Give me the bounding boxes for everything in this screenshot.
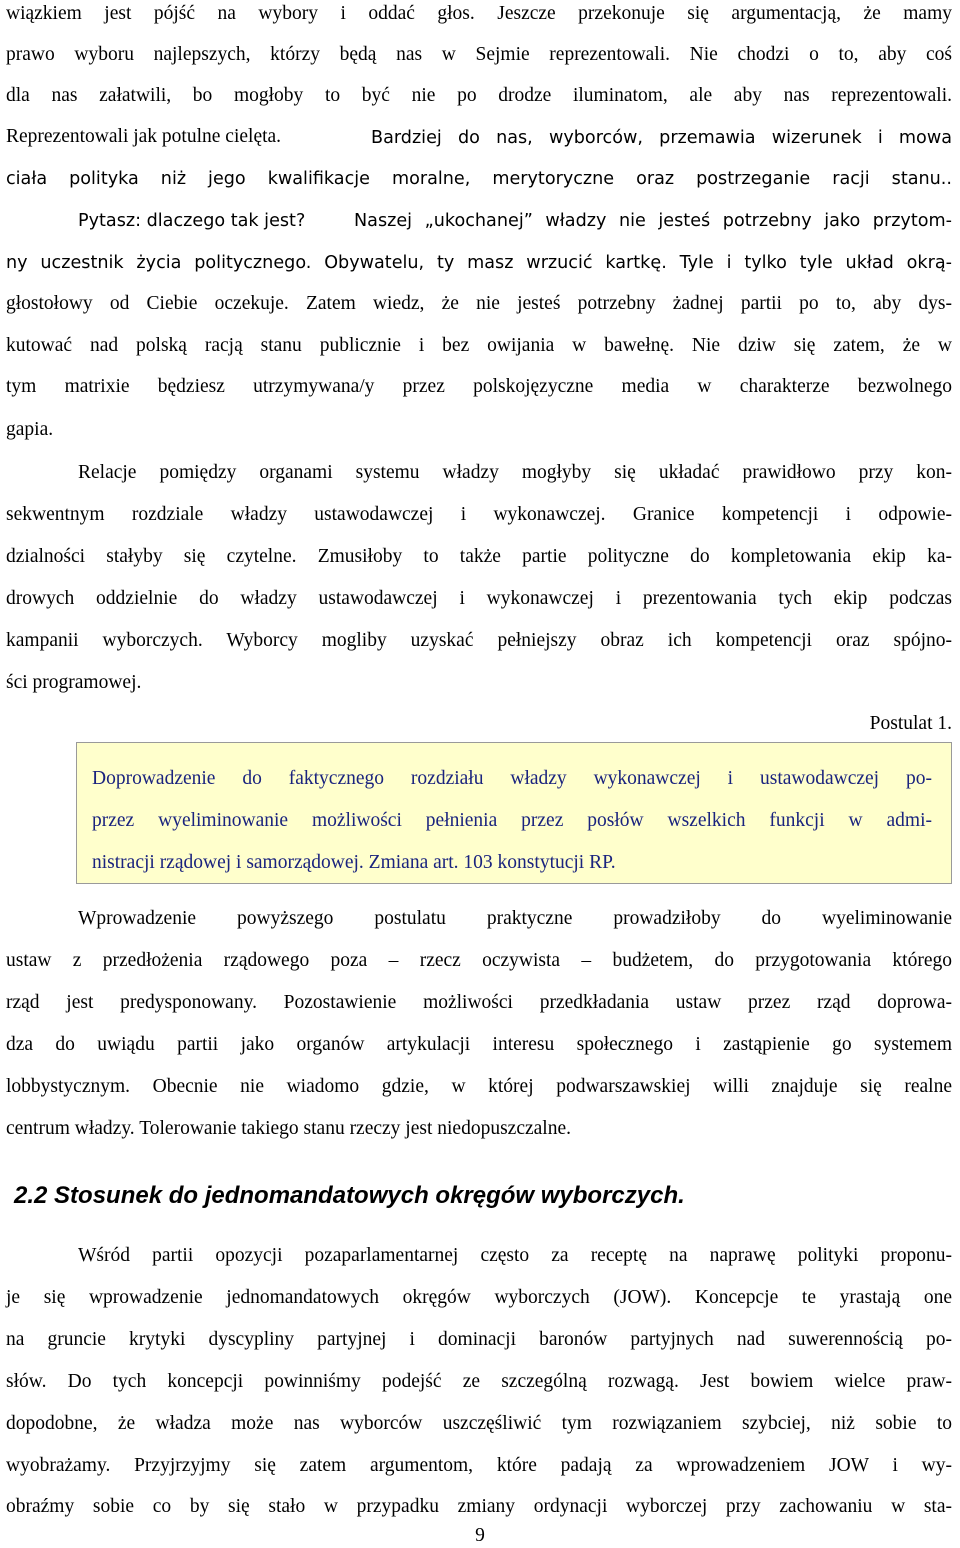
text-line: gapia. bbox=[6, 419, 54, 440]
text-line: wiązkiem jest pójść na wybory i oddać głos. Jeszcze przekonuje się argumentacją, że mamy bbox=[6, 3, 952, 24]
postulate-line: Doprowadzenie do faktycznego rozdziału władzy wykonawczej i ustawodawczej po- bbox=[92, 768, 932, 789]
text-line: na gruncie krytyki dyscypliny partyjnej i dominacji baronów partyjnych nad suwerennością po- bbox=[6, 1329, 952, 1350]
text-line: prawo wyboru najlepszych, którzy będą nas w Sejmie reprezentowali. Nie chodzi o to, aby coś bbox=[6, 44, 952, 65]
text-line: lobbystycznym. Obecnie nie wiadomo gdzie, w której podwarszawskiej willi znajduje się realne bbox=[6, 1076, 952, 1097]
text-line: Wśród partii opozycji pozaparlamentarnej często za receptę na naprawę polityki proponu- bbox=[78, 1245, 952, 1266]
text-line: Bardziej do nas, wyborców, przemawia wizerunek i mowa bbox=[371, 128, 952, 148]
text-line: głostołowy od Ciebie oczekuje. Zatem wiedz, że nie jesteś potrzebny żadnej partii po to, aby dys- bbox=[6, 293, 952, 314]
text-line: obraźmy sobie co by się stało w przypadku zmiany ordynacji wyborczej przy zachowaniu w sta- bbox=[6, 1496, 952, 1517]
text-line: wyobrażamy. Przyjrzyjmy się zatem argumentom, które padają za wprowadzeniem JOW i wy- bbox=[6, 1455, 952, 1476]
text-line: ustaw z przedłożenia rządowego poza – rzecz oczywista – budżetem, do przygotowania którego bbox=[6, 950, 952, 971]
text-line: dla nas załatwili, bo mogłoby to być nie po drodze iluminatom, ale aby nas reprezentowali. bbox=[6, 85, 952, 106]
text-line: dopodobne, że władza może nas wyborców uszczęśliwić tym rozwiązaniem szybciej, niż sobie to bbox=[6, 1413, 952, 1434]
text-line: ny uczestnik życia politycznego. Obywatelu, ty masz wrzucić kartkę. Tyle i tylko tyle układ okrą- bbox=[6, 253, 952, 273]
text-line: Reprezentowali jak potulne cielęta. bbox=[6, 126, 282, 147]
section-heading: 2.2 Stosunek do jednomandatowych okręgów wyborczych. bbox=[14, 1182, 685, 1209]
text-line: dza do uwiądu partii jako organów artykulacji interesu społecznego i zastąpienie go systemem bbox=[6, 1034, 952, 1055]
text-line: tym matrixie będziesz utrzymywana/y przez polskojęzyczne media w charakterze bezwolnego bbox=[6, 376, 952, 397]
text-line: Naszej „ukochanej” władzy nie jesteś potrzebny jako przytom- bbox=[354, 211, 952, 231]
postulate-label: Postulat 1. bbox=[869, 713, 952, 734]
text-line: słów. Do tych koncepcji powinniśmy podejść ze szczególną rozwagą. Jest bowiem wielce praw- bbox=[6, 1371, 952, 1392]
postulate-box bbox=[76, 742, 952, 884]
text-line: sekwentnym rozdziale władzy ustawodawczej i wykonawczej. Granice kompetencji i odpowie- bbox=[6, 504, 952, 525]
text-line: centrum władzy. Tolerowanie takiego stanu rzeczy jest niedopuszczalne. bbox=[6, 1118, 571, 1139]
text-line: dzialności stałyby się czytelne. Zmusiłoby to także partie polityczne do kompletowania ekip ka- bbox=[6, 546, 952, 567]
text-line: ciała polityka niż jego kwalifikacje moralne, merytoryczne oraz postrzeganie racji stanu.. bbox=[6, 169, 952, 189]
text-line: Relacje pomiędzy organami systemu władzy mogłyby się układać prawidłowo przy kon- bbox=[78, 462, 952, 483]
text-line: kampanii wyborczych. Wyborcy mogliby uzyskać pełniejszy obraz ich kompetencji oraz spójno- bbox=[6, 630, 952, 651]
page-number: 9 bbox=[475, 1525, 485, 1546]
text-line: drowych oddzielnie do władzy ustawodawczej i wykonawczej i prezentowania tych ekip podczas bbox=[6, 588, 952, 609]
text-line: ści programowej. bbox=[6, 672, 142, 693]
postulate-line: przez wyeliminowanie możliwości pełnienia przez posłów wszelkich funkcji w admi- bbox=[92, 810, 932, 831]
text-line: kutować nad polską racją stanu publicznie i bez owijania w bawełnę. Nie dziw się zatem, że w bbox=[6, 335, 952, 356]
text-line: je się wprowadzenie jednomandatowych okręgów wyborczych (JOW). Koncepcje te yrastają one bbox=[6, 1287, 952, 1308]
text-line: Pytasz: dlaczego tak jest? bbox=[78, 211, 306, 231]
text-line: rząd jest predysponowany. Pozostawienie możliwości przedkładania ustaw przez rząd doprowa- bbox=[6, 992, 952, 1013]
text-line: Wprowadzenie powyższego postulatu praktyczne prowadziłoby do wyeliminowanie bbox=[78, 908, 952, 929]
postulate-line: nistracji rządowej i samorządowej. Zmiana art. 103 konstytucji RP. bbox=[92, 852, 616, 873]
